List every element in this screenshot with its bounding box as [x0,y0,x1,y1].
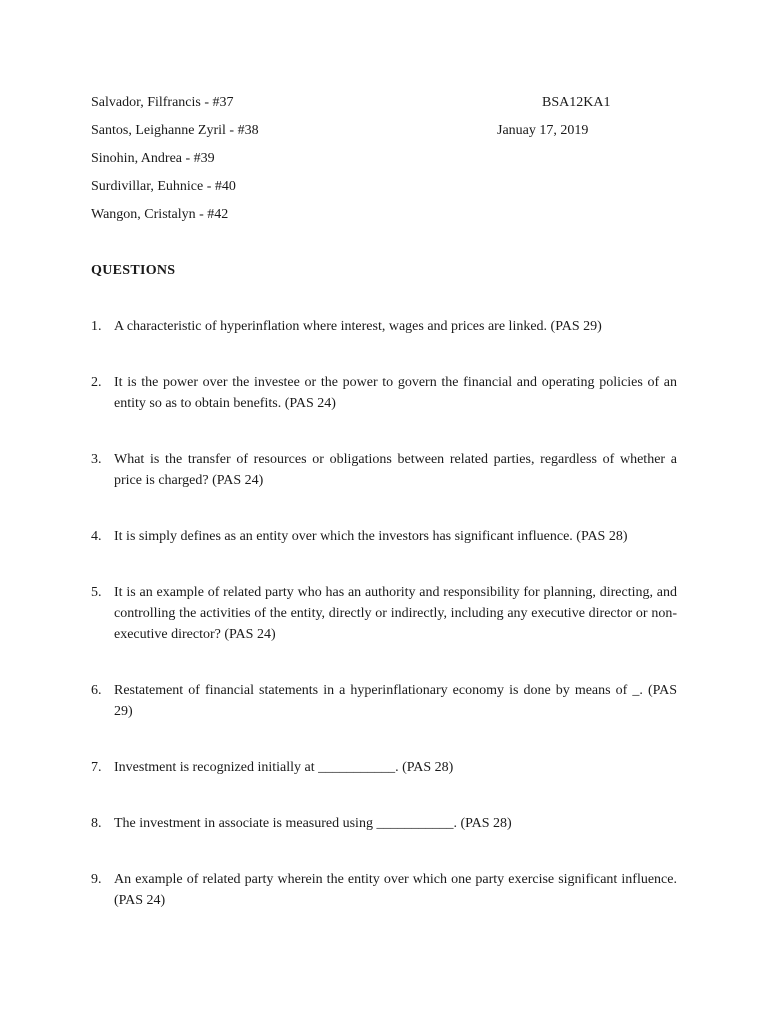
question-number: 2. [91,375,102,390]
document-date: Januay 17, 2019 [497,123,589,138]
question-text: It is an example of related party who has an authority and responsibility for planning, directing, and controlling the activities of the entity, directly or indirectly, including any executive director or non-executive director? (PAS 24) [114,585,677,642]
question-item [91,680,677,722]
questions-heading: QUESTIONS [91,263,176,278]
question-text: It is the power over the investee or the power to govern the financial and operating policies of an entity so as to obtain benefits. (PAS 24) [114,375,677,411]
question-item [91,316,677,337]
question-item [91,813,677,834]
question-item [91,582,677,645]
question-number: 3. [91,452,102,467]
question-number: 4. [91,529,102,544]
question-number: 6. [91,683,102,698]
question-text: Investment is recognized initially at ___________. (PAS 28) [114,760,454,775]
question-number: 5. [91,585,102,600]
question-number: 9. [91,872,102,887]
question-text: It is simply defines as an entity over which the investors has significant influence. (PAS 28) [114,529,628,544]
student-name-2: Santos, Leighanne Zyril - #38 [91,123,259,138]
section-code: BSA12KA1 [542,95,611,110]
question-list [91,316,677,946]
question-number: 7. [91,760,102,775]
question-item [91,372,677,414]
question-number: 1. [91,319,102,334]
question-text: An example of related party wherein the entity over which one party exercise significant influence. (PAS 24) [114,872,677,908]
question-item [91,869,677,911]
question-text: The investment in associate is measured using ___________. (PAS 28) [114,816,512,831]
question-item [91,526,677,547]
student-name-4: Surdivillar, Euhnice - #40 [91,179,236,194]
student-name-1: Salvador, Filfrancis - #37 [91,95,234,110]
student-name-5: Wangon, Cristalyn - #42 [91,207,229,222]
question-number: 8. [91,816,102,831]
student-name-3: Sinohin, Andrea - #39 [91,151,215,166]
question-text: A characteristic of hyperinflation where interest, wages and prices are linked. (PAS 29) [114,319,602,334]
question-text: What is the transfer of resources or obligations between related parties, regardless of whether a price is charged? (PAS 24) [114,452,677,488]
question-item [91,449,677,491]
question-item [91,757,677,778]
question-text: Restatement of financial statements in a hyperinflationary economy is done by means of _. (PAS 29) [114,683,677,719]
